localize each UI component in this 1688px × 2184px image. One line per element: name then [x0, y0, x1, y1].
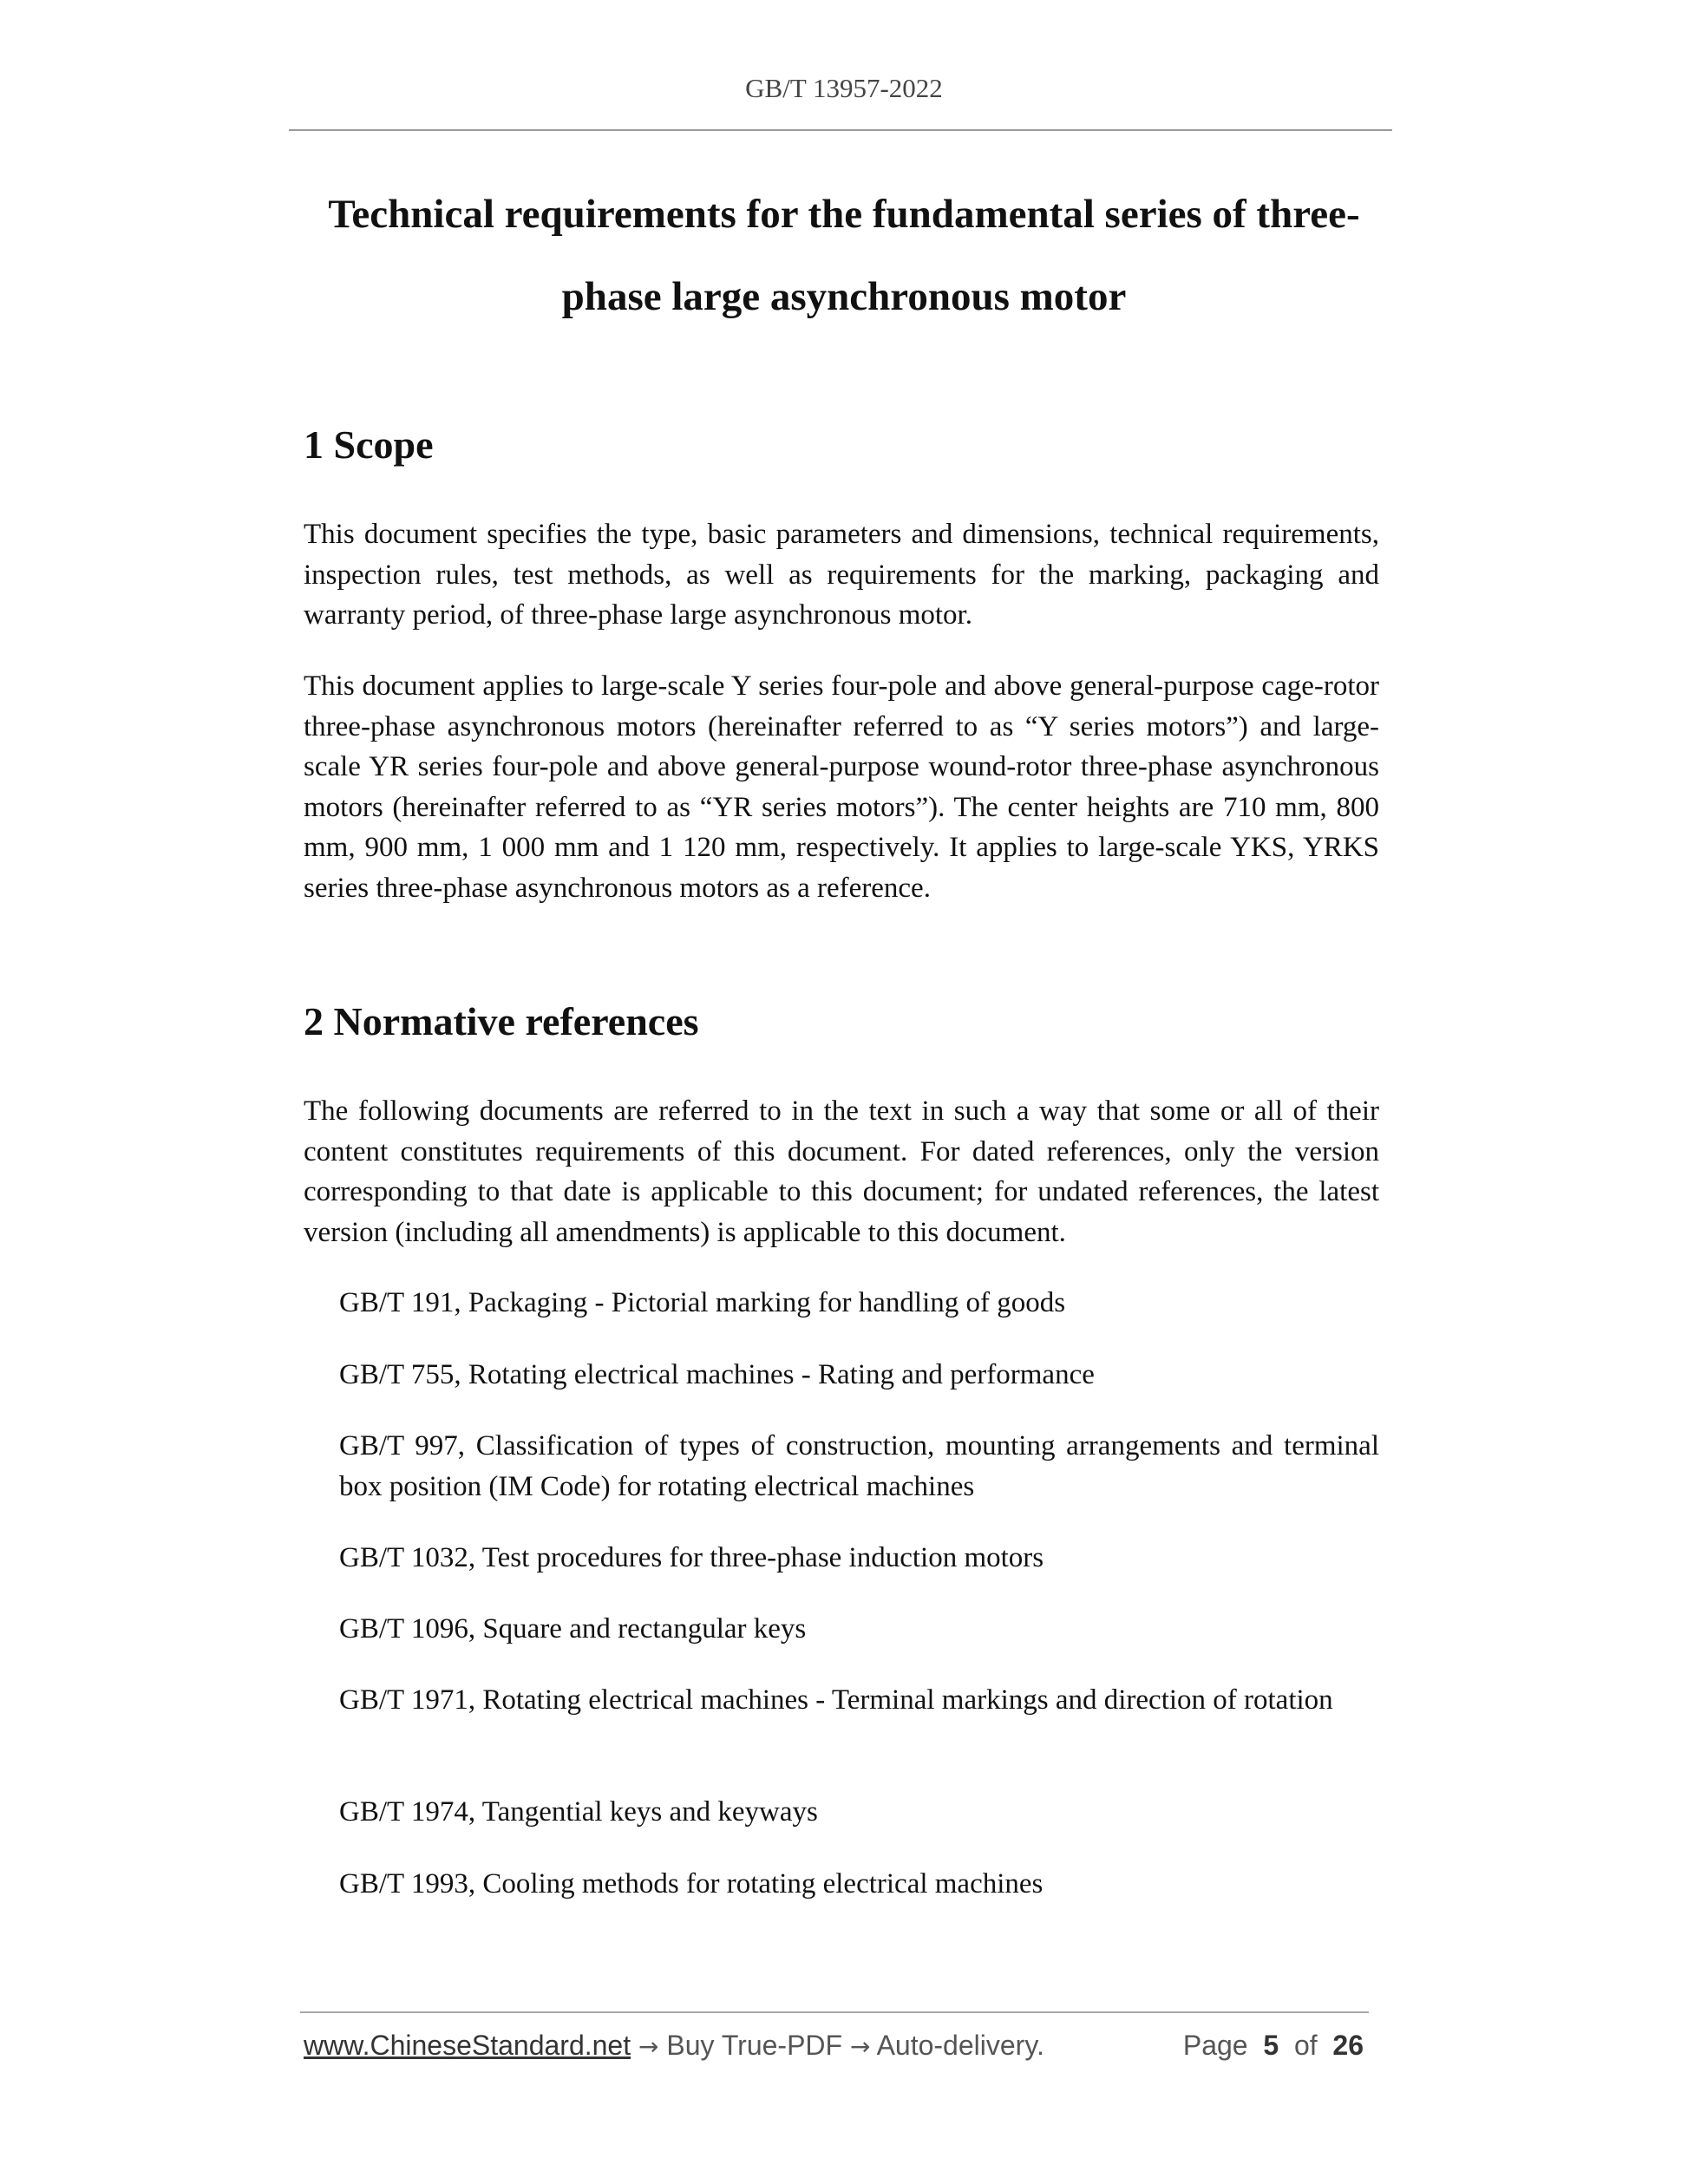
title-line-2: phase large asynchronous motor — [561, 274, 1127, 319]
page-current: 5 — [1263, 2030, 1279, 2061]
reference-item: GB/T 1096, Square and rectangular keys — [339, 1613, 807, 1645]
website-link[interactable]: www.ChineseStandard.net — [304, 2030, 631, 2061]
reference-item: GB/T 1993, Cooling methods for rotating electrical machines — [339, 1868, 1044, 1900]
page-total: 26 — [1332, 2030, 1364, 2061]
normative-references-heading: 2 Normative references — [304, 999, 699, 1043]
page-of: of — [1293, 2030, 1318, 2061]
page-footer — [304, 2030, 1371, 2070]
page-header: GB/T 13957-2022 — [745, 73, 943, 103]
buy-true-pdf-text: Buy True-PDF — [666, 2030, 843, 2061]
reference-item: GB/T 997, Classification of types of construction, mounting arrangements and terminal box position (IM Code) for rotating electrical machines — [339, 1430, 1379, 1502]
auto-delivery-text: Auto-delivery. — [876, 2030, 1044, 2061]
page-label: Page — [1182, 2030, 1248, 2061]
reference-item: GB/T 191, Packaging - Pictorial marking for handling of goods — [339, 1287, 1066, 1318]
arrow-right-icon: → — [849, 2032, 871, 2061]
reference-item: GB/T 1971, Rotating electrical machines - Terminal markings and direction of rotation — [339, 1684, 1333, 1716]
reference-item: GB/T 755, Rotating electrical machines - Rating and performance — [339, 1359, 1095, 1390]
title-line-1: Technical requirements for the fundamental series of three- — [328, 192, 1360, 237]
scope-paragraph-2: This document applies to large-scale Y series four-pole and above general-purpose cage-rotor three-phase asynchronous motors (hereinafter referred to as “Y series motors”) and large-scale YR series four-pole and above general-purpose wound-rotor three-phase asynchronous motors (hereinafter referred to as “YR series motors”). The center heights are 710 mm, 800 mm, 900 mm, 1 000 mm and 1 120 mm, respectively. It applies to large-scale YKS, YRKS series three-phase asynchronous motors as a reference. — [304, 670, 1379, 904]
document-title — [286, 173, 1402, 338]
footer-rule — [300, 2011, 1369, 2013]
scope-heading: 1 Scope — [304, 422, 434, 467]
header-rule — [289, 129, 1392, 131]
normative-intro-paragraph: The following documents are referred to in the text in such a way that some or all of their content constitutes requirements of this document. For dated references, only the version corresponding to that date is applicable to this document; for undated references, the latest version (including all amendments) is applicable to this document. — [304, 1095, 1379, 1248]
reference-item: GB/T 1032, Test procedures for three-phase induction motors — [339, 1542, 1044, 1573]
scope-paragraph-1: This document specifies the type, basic parameters and dimensions, technical requirements, inspection rules, test methods, as well as requirements for the marking, packaging and warranty period, of three-phase large asynchronous motor. — [304, 519, 1379, 631]
arrow-right-icon: → — [638, 2032, 659, 2061]
reference-item: GB/T 1974, Tangential keys and keyways — [339, 1796, 818, 1828]
page-indicator — [1183, 2030, 1364, 2062]
